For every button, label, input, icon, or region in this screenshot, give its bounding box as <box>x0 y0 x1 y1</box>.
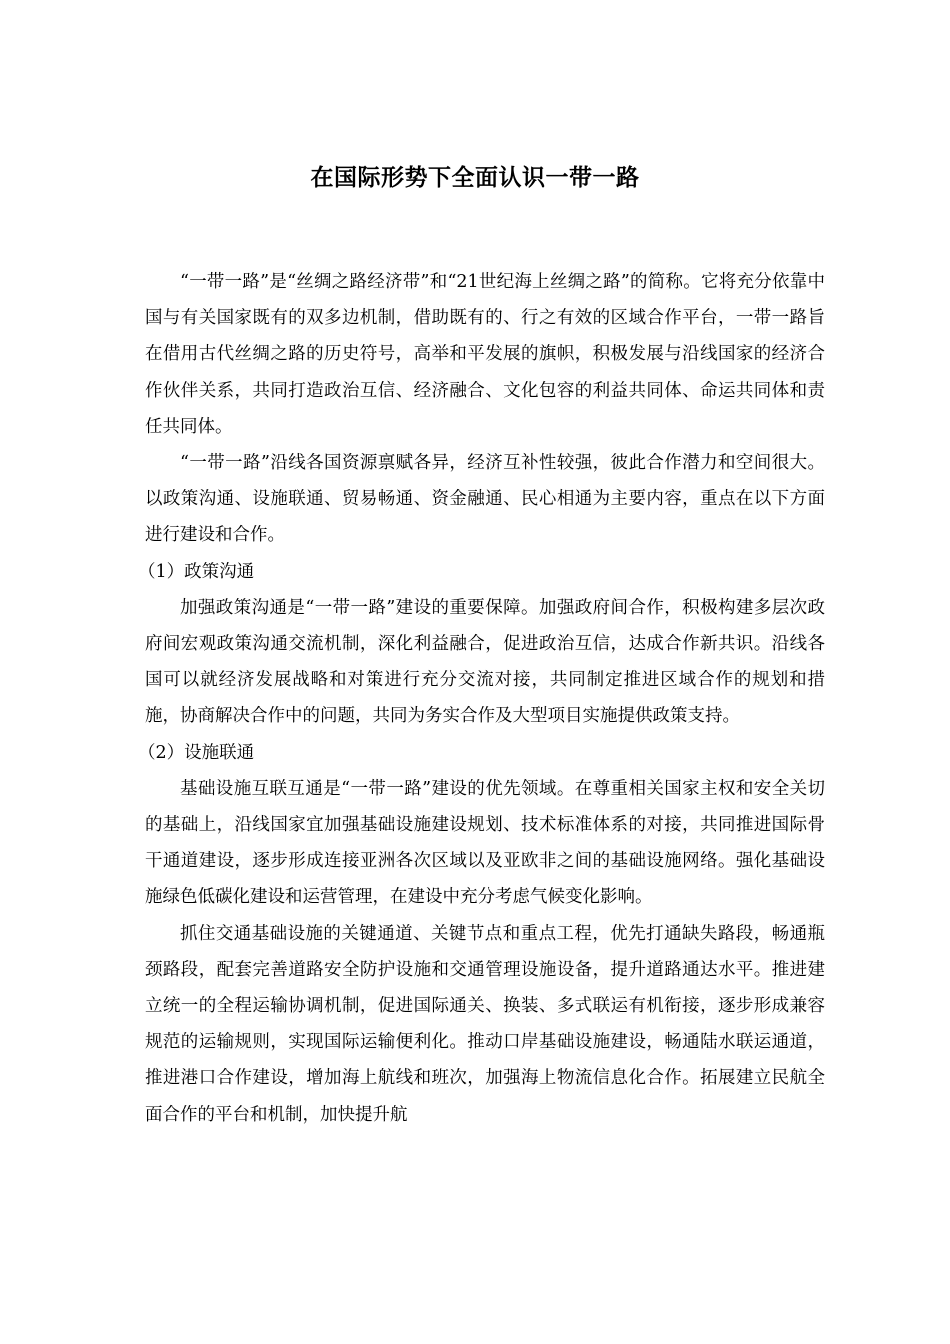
document-body <box>138 264 825 1133</box>
paragraph-policy: 加强政策沟通是“一带一路”建设的重要保障。加强政府间合作，积极构建多层次政府间宏观政策沟通交流机制，深化利益融合，促进政治互信，达成合作新共识。沿线各国可以就经济发展战略和对策进行充分交流对接，共同制定推进区域合作的规划和措施，协商解决合作中的问题，共同为务实合作及大型项目实施提供政策支持。 <box>145 597 825 727</box>
page-title: 在国际形势下全面认识一带一路 <box>310 165 640 191</box>
paragraph-transport: 抓住交通基础设施的关键通道、关键节点和重点工程，优先打通缺失路段，畅通瓶颈路段，配套完善道路安全防护设施和交通管理设施设备，提升道路通达水平。推进建立统一的全程运输协调机制，促进国际通关、换装、多式联运有机衔接，逐步形成兼容规范的运输规则，实现国际运输便利化。推动口岸基础设施建设，畅通陆水联运通道，推进港口合作建设，增加海上航线和班次，加强海上物流信息化合作。拓展建立民航全面合作的平台和机制，加快提升航 <box>145 923 825 1125</box>
paragraph-intro: “一带一路”是“丝绸之路经济带”和“21世纪海上丝绸之路”的简称。它将充分依靠中国与有关国家既有的双多边机制，借助既有的、行之有效的区域合作平台，一带一路旨在借用古代丝绸之路的历史符号，高举和平发展的旗帜，积极发展与沿线国家的经济合作伙伴关系，共同打造政治互信、经济融合、文化包容的利益共同体、命运共同体和责任共同体。 <box>145 272 825 437</box>
section-heading-facilities: （2）设施联通 <box>138 742 255 763</box>
section-heading-policy: （1）政策沟通 <box>138 561 255 582</box>
paragraph-facilities: 基础设施互联互通是“一带一路”建设的优先领域。在尊重相关国家主权和安全关切的基础上，沿线国家宜加强基础设施建设规划、技术标准体系的对接，共同推进国际骨干通道建设，逐步形成连接亚洲各次区域以及亚欧非之间的基础设施网络。强化基础设施绿色低碳化建设和运营管理，在建设中充分考虑气候变化影响。 <box>145 778 825 908</box>
paragraph-overview: “一带一路”沿线各国资源禀赋各异，经济互补性较强，彼此合作潜力和空间很大。以政策沟通、设施联通、贸易畅通、资金融通、民心相通为主要内容，重点在以下方面进行建设和合作。 <box>145 453 825 546</box>
